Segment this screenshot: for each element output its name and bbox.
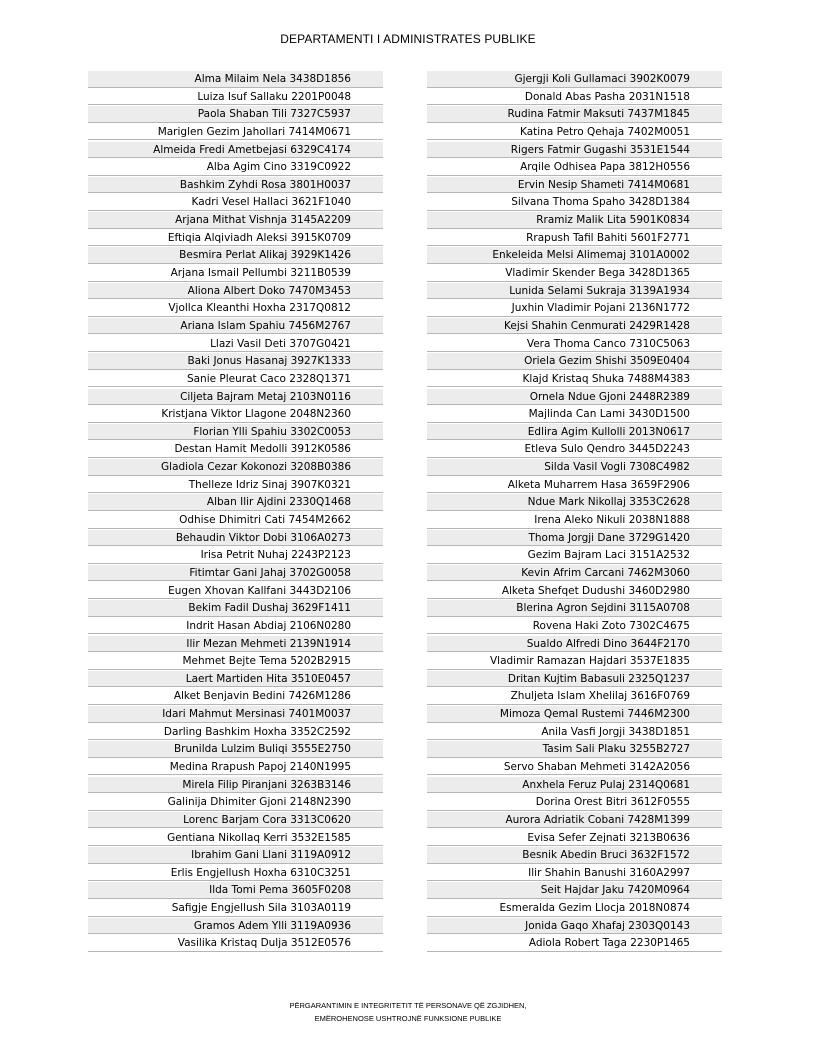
list-item: Blerina Agron Sejdini 3115A0708: [427, 600, 722, 617]
list-item: Indrit Hasan Abdiaj 2106N0280: [88, 618, 383, 635]
list-item: Aliona Albert Doko 7470M3453: [88, 283, 383, 300]
list-item: Sanie Pleurat Caco 2328Q1371: [88, 371, 383, 388]
list-item: Gjergji Koli Gullamaci 3902K0079: [427, 71, 722, 88]
list-item: Almeida Fredi Ametbejasi 6329C4174: [88, 142, 383, 159]
list-item: Kevin Afrim Carcani 7462M3060: [427, 565, 722, 582]
list-item: Mariglen Gezim Jahollari 7414M0671: [88, 124, 383, 141]
list-item: Darling Bashkim Hoxha 3352C2592: [88, 724, 383, 741]
list-item: Ervin Nesip Shameti 7414M0681: [427, 177, 722, 194]
list-item: Kejsi Shahin Cenmurati 2429R1428: [427, 318, 722, 335]
list-item: Rigers Fatmir Gugashi 3531E1544: [427, 142, 722, 159]
list-item: Dorina Orest Bitri 3612F0555: [427, 794, 722, 811]
list-item: Ariana Islam Spahiu 7456M2767: [88, 318, 383, 335]
list-item: Luiza Isuf Sallaku 2201P0048: [88, 89, 383, 106]
list-item: Lorenc Barjam Cora 3313C0620: [88, 812, 383, 829]
list-item: Thoma Jorgji Dane 3729G1420: [427, 530, 722, 547]
footer-line-2: EMËROHENOSE USHTROJNË FUNKSIONE PUBLIKE: [314, 1014, 502, 1023]
list-item: Alma Milaim Nela 3438D1856: [88, 71, 383, 88]
list-item: Rovena Haki Zoto 7302C4675: [427, 618, 722, 635]
list-item: Mirela Filip Piranjani 3263B3146: [88, 777, 383, 794]
list-item: Evisa Sefer Zejnati 3213B0636: [427, 830, 722, 847]
list-item: Ilir Mezan Mehmeti 2139N1914: [88, 636, 383, 653]
list-item: Servo Shaban Mehmeti 3142A2056: [427, 759, 722, 776]
list-item: Ibrahim Gani Llani 3119A0912: [88, 847, 383, 864]
list-item: Alketa Shefqet Dudushi 3460D2980: [427, 583, 722, 600]
list-item: Bekim Fadil Dushaj 3629F1411: [88, 600, 383, 617]
list-item: Juxhin Vladimir Pojani 2136N1772: [427, 300, 722, 317]
list-item: Safigje Engjellush Sila 3103A0119: [88, 900, 383, 917]
list-item: Brunilda Lulzim Buliqi 3555E2750: [88, 741, 383, 758]
list-item: Llazi Vasil Deti 3707G0421: [88, 336, 383, 353]
list-item: Mehmet Bejte Tema 5202B2915: [88, 653, 383, 670]
list-item: Gladiola Cezar Kokonozi 3208B0386: [88, 459, 383, 476]
list-item: Vladimir Ramazan Hajdari 3537E1835: [427, 653, 722, 670]
list-item: Erlis Engjellush Hoxha 6310C3251: [88, 865, 383, 882]
list-item: Destan Hamit Medolli 3912K0586: [88, 441, 383, 458]
list-item: Vladimir Skender Bega 3428D1365: [427, 265, 722, 282]
list-item: Thelleze Idriz Sinaj 3907K0321: [88, 477, 383, 494]
left-name-list: [88, 71, 383, 953]
list-item: Adiola Robert Taga 2230P1465: [427, 935, 722, 952]
list-item: Irisa Petrit Nuhaj 2243P2123: [88, 547, 383, 564]
list-item: Alketa Muharrem Hasa 3659F2906: [427, 477, 722, 494]
list-item: Aurora Adriatik Cobani 7428M1399: [427, 812, 722, 829]
list-item: Besmira Perlat Alikaj 3929K1426: [88, 247, 383, 264]
list-item: Rrapush Tafil Bahiti 5601F2771: [427, 230, 722, 247]
list-item: Alba Agim Cino 3319C0922: [88, 159, 383, 176]
list-item: Gramos Adem Ylli 3119A0936: [88, 918, 383, 935]
list-item: Medina Rrapush Papoj 2140N1995: [88, 759, 383, 776]
list-item: Bashkim Zyhdi Rosa 3801H0037: [88, 177, 383, 194]
list-item: Besnik Abedin Bruci 3632F1572: [427, 847, 722, 864]
list-item: Idari Mahmut Mersinasi 7401M0037: [88, 706, 383, 723]
list-item: Eugen Xhovan Kallfani 3443D2106: [88, 583, 383, 600]
list-item: Ndue Mark Nikollaj 3353C2628: [427, 494, 722, 511]
list-item: Silvana Thoma Spaho 3428D1384: [427, 194, 722, 211]
list-item: Gezim Bajram Laci 3151A2532: [427, 547, 722, 564]
list-item: Arqile Odhisea Papa 3812H0556: [427, 159, 722, 176]
list-item: Klajd Kristaq Shuka 7488M4383: [427, 371, 722, 388]
list-item: Enkeleida Melsi Alimemaj 3101A0002: [427, 247, 722, 264]
list-item: Anila Vasfi Jorgji 3438D1851: [427, 724, 722, 741]
list-item: Arjana Mithat Vishnja 3145A2209: [88, 212, 383, 229]
right-name-list: [427, 71, 722, 953]
page-title: DEPARTAMENTI I ADMINISTRATES PUBLIKE: [280, 32, 536, 46]
footer-line-1: PËRGARANTIMIN E INTEGRITETIT TË PERSONAVE QË ZGJIDHEN,: [289, 1001, 527, 1010]
list-item: Odhise Dhimitri Cati 7454M2662: [88, 512, 383, 529]
list-item: Ilir Shahin Banushi 3160A2997: [427, 865, 722, 882]
list-item: Majlinda Can Lami 3430D1500: [427, 406, 722, 423]
list-item: Ilda Tomi Pema 3605F0208: [88, 882, 383, 899]
list-item: Esmeralda Gezim Llocja 2018N0874: [427, 900, 722, 917]
list-item: Vera Thoma Canco 7310C5063: [427, 336, 722, 353]
list-item: Rramiz Malik Lita 5901K0834: [427, 212, 722, 229]
list-item: Silda Vasil Vogli 7308C4982: [427, 459, 722, 476]
list-item: Edlira Agim Kullolli 2013N0617: [427, 424, 722, 441]
list-item: Tasim Sali Plaku 3255B2727: [427, 741, 722, 758]
list-item: Katina Petro Qehaja 7402M0051: [427, 124, 722, 141]
list-item: Kadri Vesel Hallaci 3621F1040: [88, 194, 383, 211]
list-item: Kristjana Viktor Llagone 2048N2360: [88, 406, 383, 423]
list-item: Alket Benjavin Bedini 7426M1286: [88, 688, 383, 705]
list-item: Laert Martiden Hita 3510E0457: [88, 671, 383, 688]
list-item: Mimoza Qemal Rustemi 7446M2300: [427, 706, 722, 723]
list-item: Etleva Sulo Qendro 3445D2243: [427, 441, 722, 458]
list-item: Gentiana Nikollaq Kerri 3532E1585: [88, 830, 383, 847]
list-item: Lunida Selami Sukraja 3139A1934: [427, 283, 722, 300]
list-item: Anxhela Feruz Pulaj 2314Q0681: [427, 777, 722, 794]
list-item: Sualdo Alfredi Dino 3644F2170: [427, 636, 722, 653]
list-item: Arjana Ismail Pellumbi 3211B0539: [88, 265, 383, 282]
list-item: Ornela Ndue Gjoni 2448R2389: [427, 389, 722, 406]
list-item: Rudina Fatmir Maksuti 7437M1845: [427, 106, 722, 123]
list-item: Alban Ilir Ajdini 2330Q1468: [88, 494, 383, 511]
list-item: Oriela Gezim Shishi 3509E0404: [427, 353, 722, 370]
list-item: Seit Hajdar Jaku 7420M0964: [427, 882, 722, 899]
list-item: Dritan Kujtim Babasuli 2325Q1237: [427, 671, 722, 688]
page-footer: [0, 999, 816, 1025]
list-item: Behaudin Viktor Dobi 3106A0273: [88, 530, 383, 547]
list-item: Vasilika Kristaq Dulja 3512E0576: [88, 935, 383, 952]
list-item: Ciljeta Bajram Metaj 2103N0116: [88, 389, 383, 406]
list-item: Donald Abas Pasha 2031N1518: [427, 89, 722, 106]
list-item: Irena Aleko Nikuli 2038N1888: [427, 512, 722, 529]
list-item: Eftiqia Alqiviadh Aleksi 3915K0709: [88, 230, 383, 247]
list-item: Zhuljeta Islam Xhelilaj 3616F0769: [427, 688, 722, 705]
list-item: Vjollca Kleanthi Hoxha 2317Q0812: [88, 300, 383, 317]
list-item: Galinija Dhimiter Gjoni 2148N2390: [88, 794, 383, 811]
list-item: Paola Shaban Tili 7327C5937: [88, 106, 383, 123]
list-item: Baki Jonus Hasanaj 3927K1333: [88, 353, 383, 370]
list-item: Fitimtar Gani Jahaj 3702G0058: [88, 565, 383, 582]
list-item: Jonida Gaqo Xhafaj 2303Q0143: [427, 918, 722, 935]
list-item: Florian Ylli Spahiu 3302C0053: [88, 424, 383, 441]
